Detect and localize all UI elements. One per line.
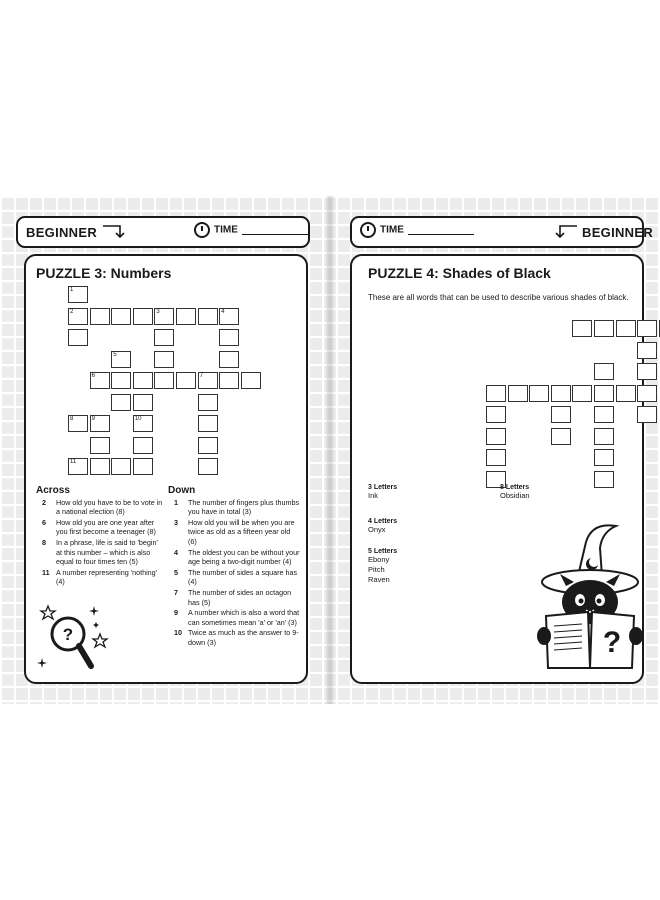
crossword-cell[interactable]	[68, 329, 88, 346]
time-label: TIME	[380, 224, 404, 236]
crossword-cell[interactable]	[198, 394, 218, 411]
crossword-cell[interactable]	[90, 372, 110, 389]
clue-across-8: 8 In a phrase, life is said to 'begin' at this number – which is also equal to four times ten (5)	[42, 537, 158, 567]
crossword-cell[interactable]	[486, 428, 506, 445]
left-header-bar	[16, 216, 310, 248]
across-heading: Across	[36, 485, 70, 496]
crossword-cell[interactable]	[198, 415, 218, 432]
word-list-3-letters: 3 Letters Ink	[368, 484, 398, 500]
clue-down-4: 4 The oldest you can be without your age being a two-digit number (4)	[174, 547, 300, 567]
crossword-cell[interactable]	[637, 320, 657, 337]
clue-number: 2	[70, 308, 74, 315]
crossword-cell[interactable]	[616, 385, 636, 402]
crossword-cell[interactable]	[594, 363, 614, 380]
crossword-cell[interactable]	[594, 385, 614, 402]
crossword-cell[interactable]	[154, 372, 174, 389]
clue-number: 11	[70, 459, 77, 465]
clue-across-2: 2 How old you have to be to vote in a national election (8)	[42, 497, 163, 517]
clue-down-5: 5 The number of sides a square has (4)	[174, 567, 298, 587]
puzzle-3-panel	[24, 254, 308, 684]
crossword-cell[interactable]	[637, 406, 657, 423]
crossword-cell[interactable]	[176, 308, 196, 325]
puzzle-title: PUZZLE 3: Numbers	[36, 265, 172, 281]
clue-across-6: 6 How old you are one year after you first become a teenager (8)	[42, 517, 156, 537]
crossword-cell[interactable]	[176, 372, 196, 389]
clue-across-11: 11 A number representing 'nothing' (4)	[42, 567, 158, 587]
clue-number: 9	[91, 416, 95, 422]
clue-down-7: 7 The number of sides an octagon has (5)	[174, 587, 292, 607]
crossword-cell[interactable]	[241, 372, 261, 389]
clue-number: 1	[70, 287, 74, 293]
stopwatch-icon	[360, 222, 376, 238]
crossword-cell[interactable]	[529, 385, 549, 402]
clue-down-1: 1 The number of fingers plus thumbs you have in total (3)	[174, 497, 300, 517]
crossword-cell[interactable]	[637, 385, 657, 402]
right-header-bar	[350, 216, 654, 248]
crossword-cell[interactable]	[572, 320, 592, 337]
svg-text:?: ?	[602, 626, 622, 659]
word-list-8-letters: 8 Letters Obsidian	[500, 484, 530, 500]
crossword-cell[interactable]	[111, 458, 131, 475]
crossword-cell[interactable]	[111, 351, 131, 368]
crossword-cell[interactable]	[198, 372, 218, 389]
puzzle-intro: These are all words that can be used to describe various shades of black.	[368, 293, 629, 302]
crossword-cell[interactable]	[90, 458, 110, 475]
magnifying-glass-question-icon	[34, 596, 124, 686]
clue-down-9: 9 A number which is also a word that can sometimes mean 'a' or 'an' (3)	[174, 608, 300, 627]
svg-text:?: ?	[62, 625, 74, 644]
crossword-cell[interactable]	[219, 329, 239, 346]
puzzle-4-panel	[350, 254, 644, 684]
crossword-cell[interactable]	[637, 342, 657, 359]
crossword-cell[interactable]	[551, 428, 571, 445]
level-label: BEGINNER	[26, 225, 98, 240]
crossword-cell[interactable]	[594, 449, 614, 466]
crossword-cell[interactable]	[486, 406, 506, 423]
crossword-cell[interactable]	[154, 329, 174, 346]
crossword-cell[interactable]	[594, 320, 614, 337]
time-label: TIME	[214, 224, 238, 236]
crossword-cell[interactable]	[133, 437, 153, 454]
across-clues	[36, 486, 164, 588]
book-spine	[326, 196, 334, 704]
crossword-cell[interactable]	[111, 394, 131, 411]
crossword-cell[interactable]	[219, 308, 239, 325]
crossword-cell[interactable]	[219, 372, 239, 389]
crossword-cell[interactable]	[111, 372, 131, 389]
crossword-cell[interactable]	[133, 308, 153, 325]
clue-number: 6	[91, 373, 95, 379]
stopwatch-icon	[194, 222, 210, 238]
clue-down-3: 3 How old you will be when you are twice as old as a fifteen year old (6)	[174, 517, 295, 546]
crossword-cell[interactable]	[68, 308, 88, 325]
crossword-cell[interactable]	[198, 308, 218, 325]
time-field[interactable]	[194, 222, 308, 238]
crossword-cell[interactable]	[90, 308, 110, 325]
crossword-cell[interactable]	[133, 415, 153, 432]
crossword-cell[interactable]	[154, 351, 174, 368]
clue-number: 8	[70, 416, 74, 422]
clue-number: 5	[113, 351, 117, 358]
crossword-cell[interactable]	[551, 406, 571, 423]
crossword-cell[interactable]	[133, 372, 153, 389]
down-heading: Down	[168, 485, 196, 496]
crossword-cell[interactable]	[572, 385, 592, 402]
witch-cat-reading-book-illustration	[530, 518, 640, 678]
crossword-cell[interactable]	[198, 437, 218, 454]
time-blank-line	[408, 234, 474, 235]
crossword-cell[interactable]	[133, 458, 153, 475]
crossword-cell[interactable]	[90, 437, 110, 454]
crossword-cell[interactable]	[616, 320, 636, 337]
crossword-cell[interactable]	[133, 394, 153, 411]
time-blank-line	[242, 234, 308, 235]
clue-number: 10	[134, 416, 142, 422]
crossword-cell[interactable]	[111, 308, 131, 325]
crossword-cell[interactable]	[486, 449, 506, 466]
crossword-cell[interactable]	[68, 458, 88, 475]
crossword-cell[interactable]	[637, 363, 657, 380]
crossword-cell[interactable]	[594, 406, 614, 423]
crossword-cell[interactable]	[551, 385, 571, 402]
down-clues	[168, 486, 300, 649]
clue-number: 4	[221, 308, 225, 315]
crossword-cell[interactable]	[68, 286, 88, 303]
crossword-cell[interactable]	[154, 308, 174, 325]
crossword-cell[interactable]	[508, 385, 528, 402]
clue-down-10: 10 Twice as much as the answer to 9-down (3)	[174, 628, 299, 647]
crossword-cell[interactable]	[90, 415, 110, 432]
crossword-cell[interactable]	[594, 471, 614, 488]
crossword-cell[interactable]	[594, 428, 614, 445]
puzzle-title: PUZZLE 4: Shades of Black	[368, 265, 551, 281]
crossword-cell[interactable]	[486, 385, 506, 402]
word-list-5-letters: 5 Letters Ebony Pitch Raven	[368, 548, 398, 584]
crossword-cell[interactable]	[219, 351, 239, 368]
time-field[interactable]	[360, 222, 474, 238]
crossword-cell[interactable]	[68, 415, 88, 432]
crossword-cell[interactable]	[198, 458, 218, 475]
clue-number: 7	[199, 373, 203, 379]
level-label: BEGINNER	[582, 225, 654, 240]
word-list-4-letters: 4 Letters Onyx	[368, 518, 398, 534]
clue-number: 3	[156, 308, 160, 315]
